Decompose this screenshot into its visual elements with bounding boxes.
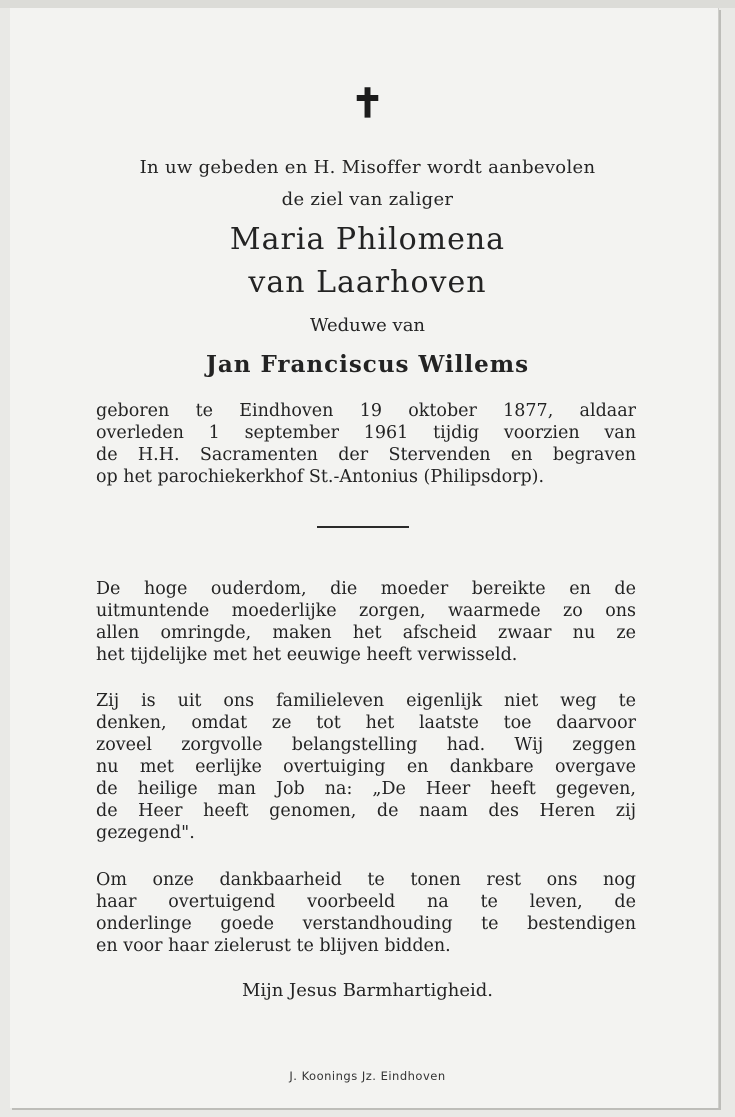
text-line: en voor haar zielerust te blijven bidden.	[96, 936, 451, 956]
text-line: Zij is uit ons familieleven eigenlijk niet weg te	[96, 691, 636, 711]
scan-edge	[0, 0, 735, 8]
relation-label: Weduwe van	[309, 315, 426, 336]
deceased-surname: van Laarhoven	[248, 265, 487, 300]
text-line: denken, omdat ze tot het laatste toe daarvoor	[96, 713, 636, 733]
text-line: onderlinge goede verstandhouding te bestendigen	[96, 914, 636, 934]
text-line: De hoge ouderdom, die moeder bereikte en de	[96, 579, 636, 599]
text-line: de heilige man Job na: „De Heer heeft gegeven,	[96, 779, 636, 799]
closing-prayer: Mijn Jesus Barmhartigheid.	[241, 980, 494, 1001]
biography	[96, 400, 636, 488]
deceased-first-names: Maria Philomena	[229, 222, 506, 257]
bio-line: geboren te Eindhoven 19 oktober 1877, aldaar	[96, 401, 636, 421]
text-line: de Heer heeft genomen, de naam des Heren zij	[96, 801, 636, 821]
paragraph-2	[96, 690, 636, 844]
bio-line: op het parochiekerkhof St.-Antonius (Philipsdorp).	[96, 467, 545, 487]
intro-line: In uw gebeden en H. Misoffer wordt aanbevolen	[139, 157, 596, 178]
spouse-name: Jan Franciscus Willems	[205, 351, 530, 378]
text-line: nu met eerlijke overtuiging en dankbare overgave	[96, 757, 636, 777]
text-line: haar overtuigend voorbeeld na te leven, de	[96, 892, 636, 912]
cross-icon: ✝	[350, 80, 385, 127]
text-line: het tijdelijke met het eeuwige heeft verwisseld.	[96, 645, 518, 665]
printer-imprint: J. Koonings Jz. Eindhoven	[289, 1069, 446, 1083]
divider-line	[317, 526, 409, 528]
text-line: zoveel zorgvolle belangstelling had. Wij zeggen	[96, 735, 636, 755]
text-line: gezegend".	[96, 823, 195, 843]
intro-line-2: de ziel van zaliger	[281, 189, 454, 210]
bio-line: de H.H. Sacramenten der Stervenden en begraven	[96, 445, 636, 465]
paragraph-3	[96, 869, 636, 957]
paragraph-1	[96, 578, 636, 666]
text-line: Om onze dankbaarheid te tonen rest ons nog	[96, 870, 636, 890]
text-line: allen omringde, maken het afscheid zwaar nu ze	[96, 623, 636, 643]
bio-line: overleden 1 september 1961 tijdig voorzien van	[96, 423, 636, 443]
text-line: uitmuntende moederlijke zorgen, waarmede zo ons	[96, 601, 636, 621]
